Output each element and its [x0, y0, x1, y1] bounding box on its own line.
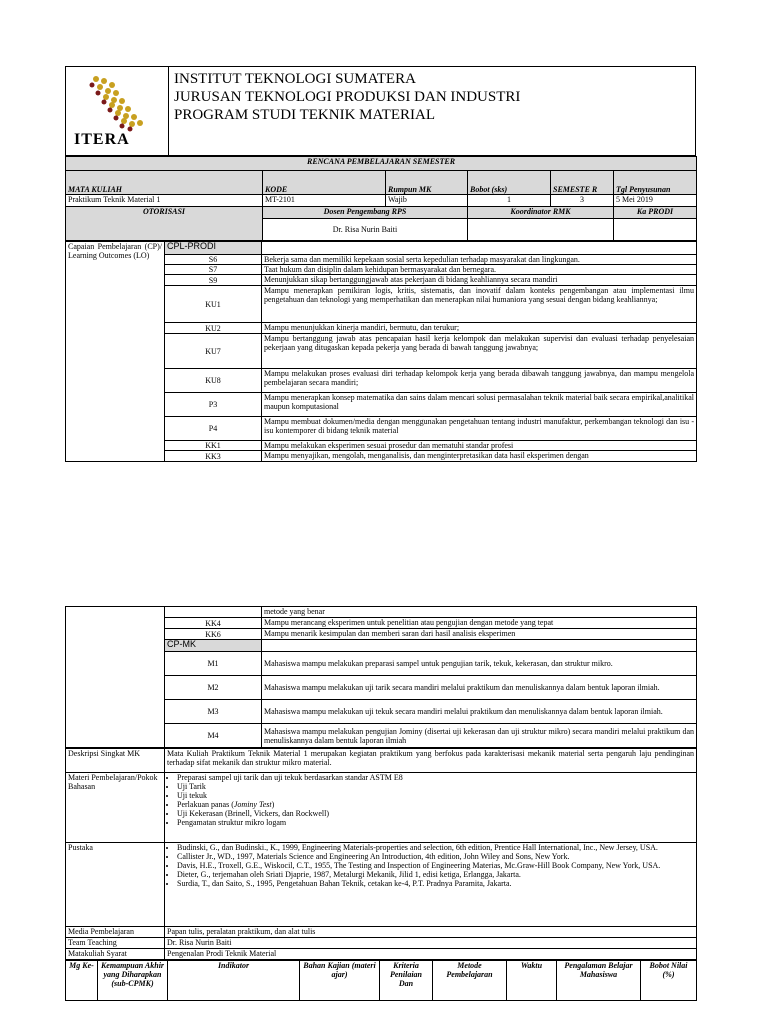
cpmk-code: M4: [165, 724, 262, 748]
cpl-code: KU2: [165, 323, 262, 334]
page-1: [65, 66, 696, 462]
cpl-text: Mampu menyajikan, mengolah, menganalisis, dan menginterpretasikan data hasil eksperimen dengan: [262, 451, 697, 462]
val-tgl: 5 Mei 2019: [614, 195, 697, 207]
col-pengalaman: Pengalaman Belajar Mahasiswa: [557, 961, 641, 1001]
cpl-text: Mampu menerapkan konsep matematika dan sains dalam mencari solusi permasalahan teknik material baik secara empirikal,analitikal maupun komputasional: [262, 393, 697, 417]
cpl-header-blank: [262, 242, 697, 255]
materi-item: [177, 800, 694, 809]
cpmk-header-blank: [262, 640, 697, 652]
col-semester: SEMESTE R: [551, 171, 614, 195]
kk3-code-blank: [165, 607, 262, 618]
weekly-plan-header: [65, 960, 697, 1001]
materi-item-text: Perlakuan panas (: [177, 800, 234, 809]
media-label: Media Pembelajaran: [66, 927, 165, 938]
col-rumpun: Rumpun MK: [386, 171, 468, 195]
cpl-text: Mampu membuat dokumen/media dengan menggunakan pengetahuan tentang industri manufaktur, perkembangan teknologi dan isu - isu kontemporer di bidang teknik material: [262, 417, 697, 441]
institution-title: [174, 70, 520, 124]
cpl-prodi-header: CPL-PRODI: [165, 242, 262, 255]
media-text: Papan tulis, peralatan praktikum, dan alat tulis: [165, 927, 697, 938]
materi-item: • Uji tekuk: [177, 791, 694, 800]
syarat-text: Pengenalan Prodi Teknik Material: [165, 949, 697, 960]
dosen-label: Dosen Pengembang RPS: [263, 207, 468, 219]
rps-table: [65, 156, 697, 241]
cpl-code: S9: [165, 275, 262, 286]
cpmk-text: Mahasiswa mampu melakukan preparasi sampel untuk pengujian tarik, tekuk, kekerasan, dan struktur mikro.: [262, 652, 697, 676]
materi-item-close: ): [271, 800, 275, 809]
cpl-code: KU1: [165, 286, 262, 323]
col-kode: KODE: [263, 171, 386, 195]
materi-item: • Uji Kekerasan (Brinell, Vickers, dan Rockwell): [177, 809, 694, 818]
col-indikator: Indikator: [168, 961, 300, 1001]
val-rumpun: Wajib: [386, 195, 468, 207]
page-2: [65, 606, 696, 1001]
dosen-name: Dr. Risa Nurin Baiti: [263, 219, 468, 241]
cpl-code: KU8: [165, 369, 262, 393]
materi-item: • Uji Tarik: [177, 782, 694, 791]
col-mata-kuliah: MATA KULIAH: [66, 171, 263, 195]
cpmk-text: Mahasiswa mampu melakukan uji tekuk secara mandiri melalui praktikum dan menuliskannya dalam bentuk laporan ilmiah.: [262, 700, 697, 724]
materi-item: • Pengamatan struktur mikro logam: [177, 818, 694, 827]
kaprodi-label: Ka PRODI: [614, 207, 697, 219]
team-text: Dr. Risa Nurin Baiti: [165, 938, 697, 949]
cpl-code: KK3: [165, 451, 262, 462]
logo-text: ITERA: [74, 131, 130, 148]
cpl-text: Mampu melakukan proses evaluasi diri terhadap kelompok kerja yang berada dibawah tanggung jawabnya, dan mampu mengelola pembelajaran secara mandiri;: [262, 369, 697, 393]
cpl-code: P4: [165, 417, 262, 441]
program-name: PROGRAM STUDI TEKNIK MATERIAL: [174, 107, 435, 123]
pustaka-item: • Dieter, G., terjemahan oleh Sriati Djaprie, 1987, Metalurgi Mekanik, Jilid 1, edisi ketiga, Erlangga, Jakarta.: [177, 870, 694, 879]
cpl-text: Menunjukkan sikap bertanggungjawab atas pekerjaan di bidang keahliannya secara mandiri: [262, 275, 697, 286]
cpl-text: Bekerja sama dan memiliki kepekaan sosial serta kepedulian terhadap masyarakat dan lingkungan.: [262, 255, 697, 265]
rps-title: RENCANA PEMBELAJARAN SEMESTER: [66, 157, 697, 171]
cpl-code: P3: [165, 393, 262, 417]
col-bahan-kajian: Bahan Kajian (materi ajar): [300, 961, 380, 1001]
materi-label: Materi Pembelajaran/Pokok Bahasan: [66, 773, 165, 843]
pustaka-item: • Callister Jr., WD., 1997, Materials Science and Engineering An Introduction, 4th edition, John Wiley and Sons, New York.: [177, 852, 694, 861]
cpmk-header: CP-MK: [165, 640, 262, 652]
info-table: [65, 748, 697, 960]
cp-label-continued: [66, 607, 165, 748]
cpl-table-continued: [65, 606, 697, 748]
koordinator-name: [468, 219, 614, 241]
kaprodi-name: [614, 219, 697, 241]
cpl-text: Taat hukum dan disiplin dalam kehidupan bermasyarakat dan bernegara.: [262, 265, 697, 275]
document-header: [65, 66, 696, 156]
cpmk-code: M2: [165, 676, 262, 700]
cpl-code: KK1: [165, 441, 262, 451]
col-waktu: Waktu: [507, 961, 557, 1001]
cpl-text: Mampu menunjukkan kinerja mandiri, bermutu, dan terukur;: [262, 323, 697, 334]
department-name: JURUSAN TEKNOLOGI PRODUKSI DAN INDUSTRI: [174, 89, 521, 105]
koordinator-label: Koordinator RMK: [468, 207, 614, 219]
pustaka-label: Pustaka: [66, 843, 165, 927]
cpl-code: KU7: [165, 334, 262, 369]
pustaka-item: • Surdia, T., dan Saito, S., 1995, Pengetahuan Bahan Teknik, cetakan ke-4, P.T. Pradnya Paramita, Jakarta.: [177, 879, 694, 888]
val-kode: MT-2101: [263, 195, 386, 207]
syarat-label: Matakuliah Syarat: [66, 949, 165, 960]
cpl-code: KK6: [165, 629, 262, 640]
pustaka-item: • Budinski, G., dan Budinski., K., 1999, Engineering Materials-properties and selection, 6th edition, Prentice Hall International, Inc., New Jersey, USA.: [177, 843, 694, 852]
materi-item: • Preparasi sampel uji tarik dan uji tekuk berdasarkan standar ASTM E8: [177, 773, 694, 782]
cpmk-code: M3: [165, 700, 262, 724]
pustaka-list: [165, 843, 697, 927]
col-mg-ke: Mg Ke-: [66, 961, 98, 1001]
col-kemampuan-akhir: Kemampuan Akhir yang Diharapkan (sub-CPMK): [98, 961, 168, 1001]
materi-list: [165, 773, 697, 843]
deskripsi-text: Mata Kuliah Praktikum Teknik Material 1 merupakan kegiatan praktikum yang berfokus pada karakterisasi mekanik material serta pengaruh laju pendinginan terhadap sifat mekanik dan struktur mikro material.: [165, 749, 697, 773]
cpl-text: Mampu menerapkan pemikiran logis, kritis, sistematis, dan inovatif dalam konteks pengembangan atau implementasi ilmu pengetahuan dan teknologi yang memperhatikan dan menerapkan nilai humaniora yang sesuai dengan bidang keahliannya;: [262, 286, 697, 323]
kk3-continuation: metode yang benar: [262, 607, 697, 618]
cpl-code: KK4: [165, 618, 262, 629]
team-label: Team Teaching: [66, 938, 165, 949]
jominy-italic: Jominy Test: [233, 800, 272, 809]
cpl-text: Mampu merancang eksperimen untuk penelitian atau pengujian dengan metode yang tepat: [262, 618, 697, 629]
val-mata-kuliah: Praktikum Teknik Material 1: [66, 195, 263, 207]
cp-label: Capaian Pembelajaran (CP)/ Learning Outcomes (LO): [66, 242, 165, 462]
col-metode: Metode Pembelajaran: [433, 961, 507, 1001]
val-bobot: 1: [468, 195, 551, 207]
itera-logo: [66, 67, 169, 155]
val-semester: 3: [551, 195, 614, 207]
cpl-text: Mampu melakukan eksperimen sesuai prosedur dan mematuhi standar profesi: [262, 441, 697, 451]
otorisasi-label: OTORISASI: [66, 207, 263, 241]
col-bobot: Bobot (sks): [468, 171, 551, 195]
institution-name: INSTITUT TEKNOLOGI SUMATERA: [174, 71, 416, 87]
cpmk-text: Mahasiswa mampu melakukan uji tarik secara mandiri melalui praktikum dan menuliskannya dalam bentuk laporan ilmiah.: [262, 676, 697, 700]
cpl-code: S6: [165, 255, 262, 265]
col-tgl: Tgl Penyusunan: [614, 171, 697, 195]
cpmk-code: M1: [165, 652, 262, 676]
cpl-text: Mampu bertanggung jawab atas pencapaian hasil kerja kelompok dan melakukan supervisi dan evaluasi terhadap penyelesaian pekerjaan yang ditugaskan kepada pekerja yang berada di bawah tanggung jawabnya;: [262, 334, 697, 369]
pustaka-item: • Davis, H.E., Troxell, G.E., Wiskocil, C.T., 1955, The Testing and Inspection of Engineering Materias, Mc.Graw-Hill Book Company, New York, USA.: [177, 861, 694, 870]
cpl-text: Mampu menarik kesimpulan dan memberi saran dari hasil analisis eksperimen: [262, 629, 697, 640]
col-bobot-nilai: Bobot Nilai (%): [641, 961, 697, 1001]
cpmk-text: Mahasiswa mampu melakukan pengujian Jominy (disertai uji kekerasan dan uji struktur mikro) secara mandiri melalui praktikum dan menuliskannya dalam bentuk laporan ilmiah: [262, 724, 697, 748]
cpl-table: [65, 241, 697, 462]
cpl-code: S7: [165, 265, 262, 275]
col-kriteria: Kriteria Penilaian Dan: [380, 961, 433, 1001]
deskripsi-label: Deskripsi Singkat MK: [66, 749, 165, 773]
